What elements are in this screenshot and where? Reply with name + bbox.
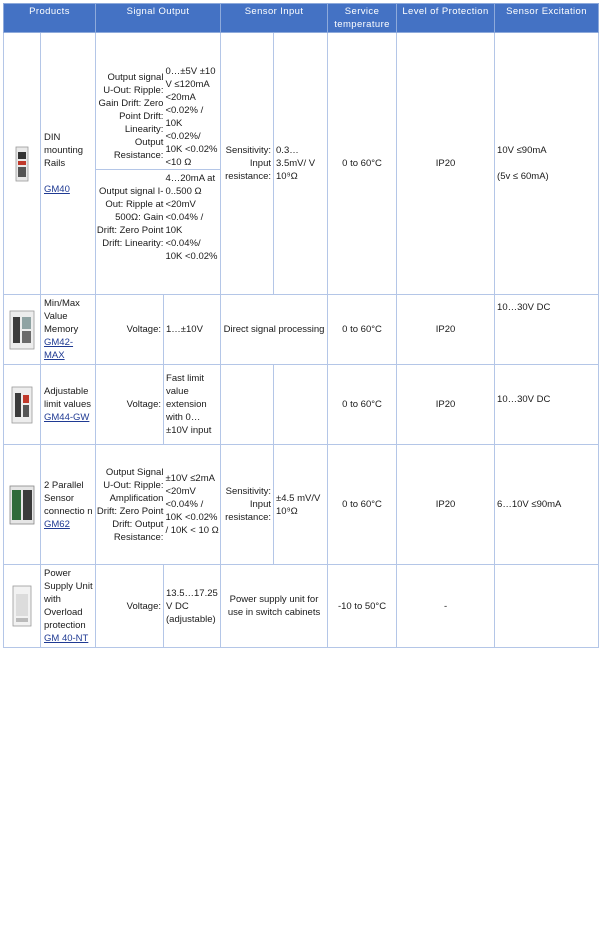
power-supply-unit-icon: [10, 584, 34, 628]
signal-value: 1…±10V: [164, 295, 221, 365]
header-excitation: Sensor Excitation: [495, 4, 599, 33]
din-rail-module-icon: [14, 146, 30, 182]
product-image: [4, 365, 41, 445]
protection: IP20: [397, 295, 495, 365]
product-table: [3, 3, 599, 648]
protection: -: [397, 565, 495, 648]
sensor-input-empty: [221, 365, 274, 445]
signal-output-cell: [96, 445, 221, 565]
product-link-gm40-nt[interactable]: GM 40-NT: [44, 633, 89, 644]
table-row: [4, 445, 599, 565]
product-link-gm44-gw[interactable]: GM44-GW: [44, 412, 90, 423]
excitation: 6…10V ≤90mA: [495, 445, 599, 565]
temperature: 0 to 60°C: [328, 445, 397, 565]
signal-label: Voltage:: [96, 365, 164, 445]
excitation: 10…30V DC: [495, 365, 599, 445]
sensor-value: 0.3…3.5mV/ V 10⁹Ω: [274, 33, 328, 295]
signal-values: 4…20mA at 0..500 Ω <20mV <0.04% / 10K <0.04%/ 10K <0.02%: [165, 172, 218, 262]
excitation: 10V ≤90mA: [497, 145, 547, 156]
temperature: 0 to 60°C: [328, 33, 397, 295]
product-link-gm62[interactable]: GM62: [44, 518, 70, 530]
signal-value: 13.5…17.25 V DC (adjustable): [164, 565, 221, 648]
product-name: 2 Parallel Sensor connectio n: [44, 479, 93, 517]
protection: IP20: [397, 365, 495, 445]
header-signal-output: Signal Output: [96, 4, 221, 33]
limit-value-module-icon: [10, 385, 34, 425]
header-sensor-input: Sensor Input: [221, 4, 328, 33]
product-name-cell: [41, 565, 96, 648]
sensor-input-empty: [274, 365, 328, 445]
product-name-cell: [41, 365, 96, 445]
signal-output-cell: [96, 33, 221, 295]
product-image: [4, 33, 41, 295]
product-link-gm42-max[interactable]: GM42-MAX: [44, 337, 74, 361]
signal-label: Voltage:: [96, 565, 164, 648]
sensor-input: Power supply unit for use in switch cabinets: [221, 565, 328, 648]
product-name-cell: [41, 295, 96, 365]
table-row: [4, 33, 599, 295]
product-name-cell: [41, 445, 96, 565]
product-name-cell: [41, 33, 96, 295]
header-service-temperature: Service temperature: [328, 4, 397, 33]
signal-labels: Output signal I-Out: Ripple at 500Ω: Gain Drift: Zero Point Drift: Linearity:: [96, 185, 164, 249]
min-max-memory-module-icon: [8, 309, 36, 351]
table-row: [4, 295, 599, 365]
product-link-gm40[interactable]: GM40: [44, 184, 70, 195]
signal-values: 0…±5V ±10 V ≤120mA <20mA <0.02% / 10K <0.02%/ 10K <0.02% <10 Ω: [165, 65, 218, 168]
table-row: [4, 365, 599, 445]
product-name: Adjustable limit values: [44, 386, 91, 410]
excitation-note: (5v ≤ 60mA): [497, 171, 549, 182]
product-name: Power Supply Unit with Overload protection: [44, 568, 93, 631]
temperature: 0 to 60°C: [328, 365, 397, 445]
header-products: Products: [4, 4, 96, 33]
excitation: [495, 565, 599, 648]
table-row: [4, 565, 599, 648]
parallel-sensor-module-icon: [8, 484, 36, 526]
signal-labels: Output Signal U-Out: Ripple: Amplification Drift: Zero Point Drift: Output Resistance:: [96, 466, 164, 543]
temperature: -10 to 50°C: [328, 565, 397, 648]
product-image: [4, 445, 41, 565]
sensor-input: Direct signal processing: [221, 295, 328, 365]
excitation: 10…30V DC: [495, 295, 599, 365]
sensor-value: ±4.5 mV/V 10⁹Ω: [274, 445, 328, 565]
product-name: Min/Max Value Memory: [44, 298, 80, 335]
signal-values: ±10V ≤2mA <20mV <0.04% / 10K <0.02% / 10K < 10 Ω: [165, 473, 219, 536]
excitation-cell: [495, 33, 599, 295]
temperature: 0 to 60°C: [328, 295, 397, 365]
signal-labels: Output signal U-Out: Ripple: Gain Drift: Zero Point Drift: Linearity: Output Resistance:: [98, 72, 164, 161]
protection: IP20: [397, 33, 495, 295]
sensor-label: Sensitivity: Input resistance:: [221, 33, 274, 295]
product-image: [4, 295, 41, 365]
product-name: DIN mounting Rails: [44, 132, 84, 169]
signal-value: Fast limit value extension with 0…±10V input: [164, 365, 221, 445]
signal-label: Voltage:: [96, 295, 164, 365]
protection: IP20: [397, 445, 495, 565]
sensor-label: Sensitivity: Input resistance:: [221, 445, 274, 565]
header-protection: Level of Protection: [397, 4, 495, 33]
product-image: [4, 565, 41, 648]
